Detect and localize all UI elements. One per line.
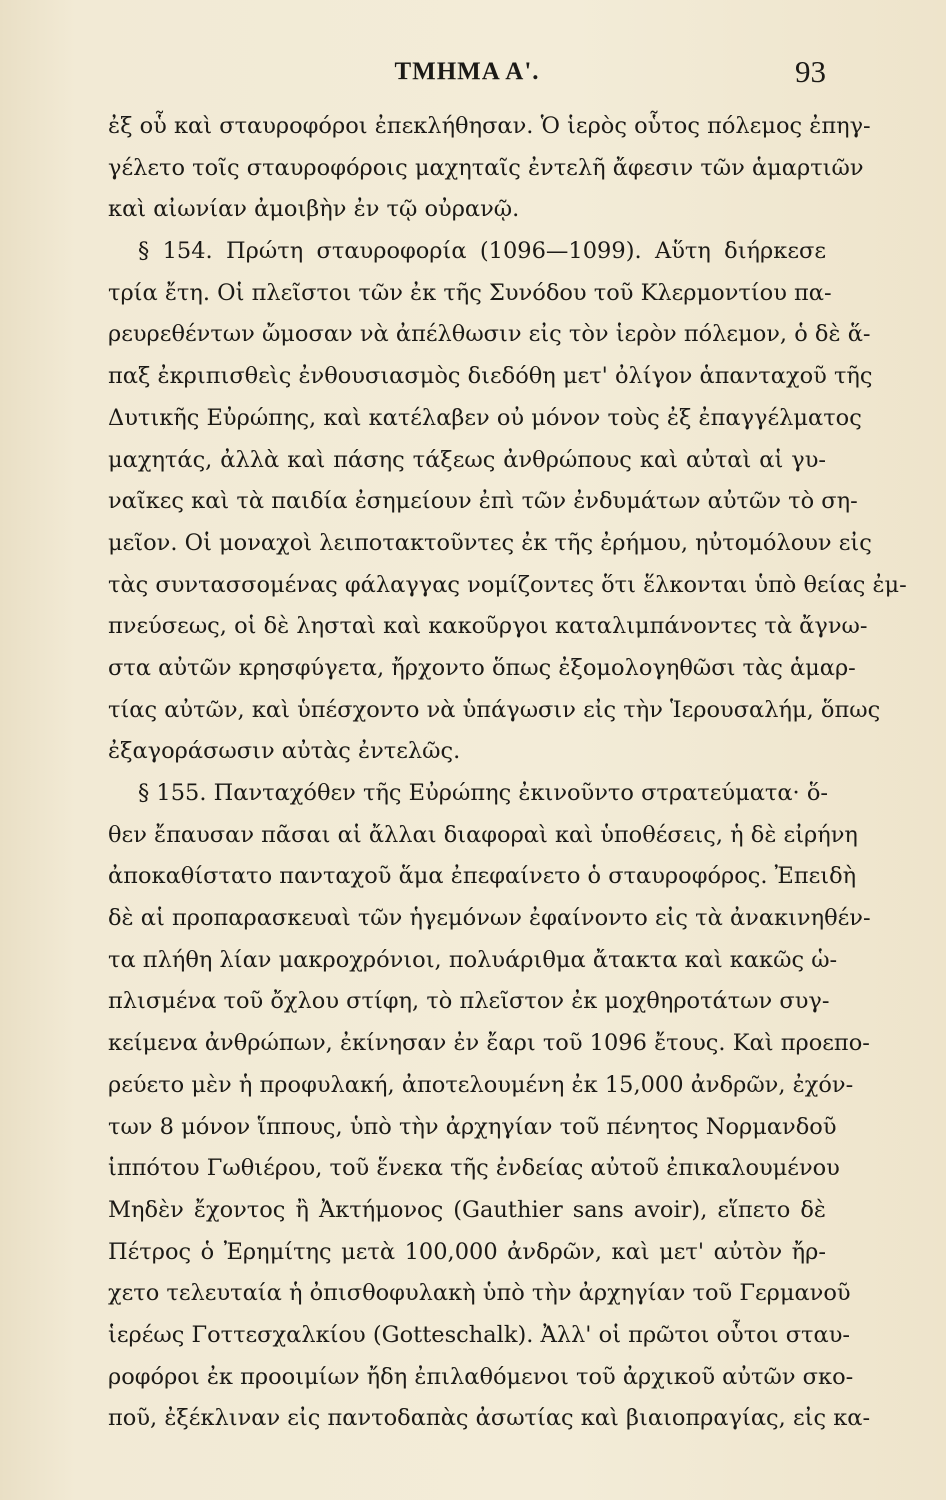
text-line: κείμενα ἀνθρώπων, ἐκίνησαν ἐν ἔαρι τοῦ 1096 ἔτους. Καὶ προεπο- <box>108 1030 870 1057</box>
text-line: παξ ἐκριπισθεὶς ἐνθουσιασμὸς διεδόθη μετ' ὀλίγον ἁπανταχοῦ τῆς <box>108 363 873 390</box>
page-header <box>108 54 826 98</box>
text-line: μεῖον. Οἱ μοναχοὶ λειποτακτοῦντες ἐκ τῆς ἐρήμου, ηὐτομόλουν εἰς <box>108 529 872 556</box>
text-line: θεν ἔπαυσαν πᾶσαι αἱ ἄλλαι διαφοραὶ καὶ ὑποθέσεις, ἡ δὲ εἰρήνη <box>108 821 858 848</box>
text-line: τρία ἔτη. Οἱ πλεῖστοι τῶν ἐκ τῆς Συνόδου τοῦ Κλερμοντίου πα- <box>108 279 832 306</box>
text-line: ρευρεθέντων ὤμοσαν νὰ ἀπέλθωσιν εἰς τὸν ἱερὸν πόλεμον, ὁ δὲ ἅ- <box>108 321 871 348</box>
page-number: 93 <box>795 54 826 89</box>
text-line: ἐξαγοράσωσιν αὐτὰς ἐντελῶς. <box>108 738 461 765</box>
text-line: ναῖκες καὶ τὰ παιδία ἐσημείουν ἐπὶ τῶν ἐνδυμάτων αὐτῶν τὸ ση- <box>108 488 858 515</box>
text-line: πλισμένα τοῦ ὄχλου στίφη, τὸ πλεῖστον ἐκ μοχθηροτάτων συγ- <box>108 988 830 1015</box>
text-line: χετο τελευταία ἡ ὀπισθοφυλακὴ ὑπὸ τὴν ἀρχηγίαν τοῦ Γερμανοῦ <box>108 1280 851 1307</box>
text-line: Δυτικῆς Εὐρώπης, καὶ κατέλαβεν οὐ μόνον τοὺς ἐξ ἐπαγγέλματος <box>108 404 862 431</box>
text-line: ποῦ, ἐξέκλιναν εἰς παντοδαπὰς ἀσωτίας καὶ βιαιοπραγίας, εἰς κα- <box>108 1405 871 1432</box>
text-line: ρεύετο μὲν ἡ προφυλακή, ἀποτελουμένη ἐκ 15,000 ἀνδρῶν, ἐχόν- <box>108 1071 854 1098</box>
text-line: στα αὐτῶν κρησφύγετα, ἤρχοντο ὅπως ἐξομολογηθῶσι τὰς ἁμαρ- <box>108 654 856 681</box>
text-line: ἀποκαθίστατο πανταχοῦ ἅμα ἐπεφαίνετο ὁ σταυροφόρος. Ἐπειδὴ <box>108 863 857 890</box>
text-line: Μηδὲν ἔχοντος ἢ Ἀκτήμονος (Gauthier sans avoir), εἵπετο δὲ <box>108 1196 826 1223</box>
text-line: ἱππότου Γωθιέρου, τοῦ ἕνεκα τῆς ἐνδείας αὐτοῦ ἐπικαλουμένου <box>108 1155 840 1182</box>
text-line: μαχητάς, ἀλλὰ καὶ πάσης τάξεως ἀνθρώπους καὶ αὐταὶ αἱ γυ- <box>108 446 826 473</box>
section-heading-line: § 154. Πρώτη σταυροφορία (1096—1099). Αὕτη διήρκεσε <box>138 238 826 265</box>
text-line: δὲ αἱ προπαρασκευαὶ τῶν ἡγεμόνων ἐφαίνοντο εἰς τὰ ἀνακινηθέν- <box>108 905 871 932</box>
running-head: ΤΜΗΜΑ Α'. <box>394 58 540 85</box>
text-line: καὶ αἰωνίαν ἀμοιβὴν ἐν τῷ οὐρανῷ. <box>108 196 520 223</box>
text-line: τίας αὐτῶν, καὶ ὑπέσχοντο νὰ ὑπάγωσιν εἰς τὴν Ἱερουσαλήμ, ὅπως <box>108 696 881 723</box>
text-line: τα πλήθη λίαν μακροχρόνιοι, πολυάριθμα ἄτακτα καὶ κακῶς ὡ- <box>108 946 838 973</box>
text-line: ἱερέως Γοττεσχαλκίου (Gotteschalk). Ἀλλ' οἱ πρῶτοι οὗτοι σταυ- <box>108 1321 850 1348</box>
text-line: Πέτρος ὁ Ἐρημίτης μετὰ 100,000 ἀνδρῶν, καὶ μετ' αὐτὸν ἤρ- <box>108 1238 826 1265</box>
text-line: ροφόροι ἐκ προοιμίων ἤδη ἐπιλαθόμενοι τοῦ ἀρχικοῦ αὐτῶν σκο- <box>108 1363 854 1390</box>
text-line: ἐξ οὗ καὶ σταυροφόροι ἐπεκλήθησαν. Ὁ ἱερὸς οὗτος πόλεμος ἐπηγ- <box>108 113 871 139</box>
text-line: γέλετο τοῖς σταυροφόροις μαχηταῖς ἐντελῆ ἄφεσιν τῶν ἁμαρτιῶν <box>108 154 864 181</box>
text-line: τὰς συντασσομένας φάλαγγας νομίζοντες ὅτι ἕλκονται ὑπὸ θείας ἐμ- <box>108 571 907 598</box>
page-body <box>108 106 907 1440</box>
text-line: πνεύσεως, οἱ δὲ λησταὶ καὶ κακοῦργοι καταλιμπάνοντες τὰ ἄγνω- <box>108 613 868 640</box>
section-heading-line: § 155. Πανταχόθεν τῆς Εὐρώπης ἐκινοῦντο στρατεύματα· ὅ- <box>138 780 828 806</box>
text-line: των 8 μόνον ἵππους, ὑπὸ τὴν ἀρχηγίαν τοῦ πένητος Νορμανδοῦ <box>108 1113 837 1140</box>
